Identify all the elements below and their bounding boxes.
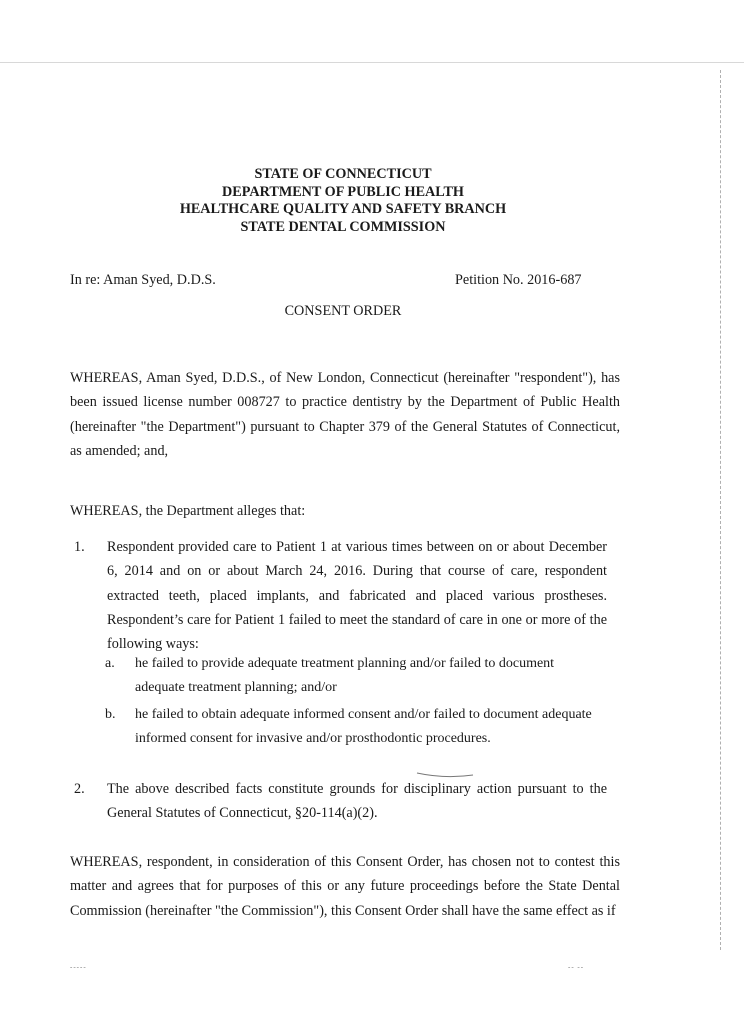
document-title: CONSENT ORDER	[284, 303, 402, 319]
sub-item-letter: b.	[105, 707, 116, 722]
item-text: The above described facts constitute grounds for disciplinary action pursuant to the General Statutes of Connecticut, §20-114(a)(2).	[107, 781, 607, 822]
header-branch: HEALTHCARE QUALITY AND SAFETY BRANCH	[179, 201, 507, 217]
sub-item-text: he failed to obtain adequate informed consent and/or failed to document adequate informed consent for invasive and/or prosthodontic procedures.	[135, 707, 592, 747]
sub-item-letter: a.	[105, 656, 115, 671]
whereas-paragraph-1: WHEREAS, Aman Syed, D.D.S., of New London, Connecticut (hereinafter "respondent"), has been issued license number 008727 to practice dentistry by the Department of Public Health (hereinafter "the Department") pursuant to Chapter 379 of the General Statutes of Connecticut, as amended; and,	[70, 370, 620, 459]
header-department: DEPARTMENT OF PUBLIC HEALTH	[222, 183, 464, 200]
header-commission: STATE DENTAL COMMISSION	[240, 218, 446, 235]
footer-right-mark: -- --	[568, 963, 585, 971]
item-number: 2.	[74, 781, 85, 797]
item-text: Respondent provided care to Patient 1 at various times between on or about December 6, 2014 and on or about March 24, 2016. During that course of care, respondent extracted teeth, placed implants, and fabricated and placed various prostheses. Respondent’s care for Patient 1 failed to meet the standard of care in one or more of the following ways:	[107, 539, 607, 653]
header-state: STATE OF CONNECTICUT	[254, 166, 432, 182]
caption-in-re: In re: Aman Syed, D.D.S.	[70, 272, 216, 288]
document-header	[0, 166, 686, 236]
whereas-paragraph-2: WHEREAS, the Department alleges that:	[70, 503, 306, 519]
sub-item-text: he failed to provide adequate treatment planning and/or failed to document adequate treatment planning; and/or	[135, 656, 555, 696]
whereas-paragraph-3: WHEREAS, respondent, in consideration of this Consent Order, has chosen not to contest this matter and agrees that for purposes of this or any future proceedings before the State Dental Commission (hereinafter "the Commission"), this Consent Order shall have the same effect as if	[70, 854, 620, 919]
caption-petition-number: Petition No. 2016-687	[455, 272, 582, 288]
item-number: 1.	[74, 539, 85, 555]
footer-left-mark: -----	[70, 963, 87, 971]
